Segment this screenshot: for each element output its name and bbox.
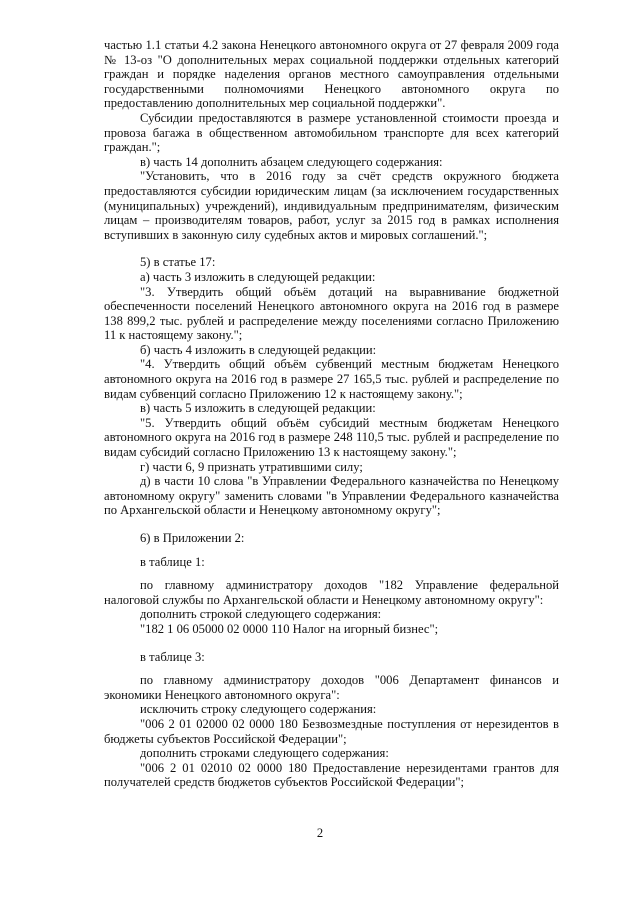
paragraph-row-006-02000: "006 2 01 02000 02 0000 180 Безвозмездные поступления от нерезидентов в бюджеты субъектов Российской Федерации"; <box>104 716 559 746</box>
paragraph-administrator-182: по главному администратору доходов "182 Управление федеральной налоговой службы по Архангельской области и Ненецкому автономному округу": <box>104 578 559 607</box>
paragraph-table-1-heading: в таблице 1: <box>140 554 205 569</box>
paragraph-parts-6-9-repeal: г) части 6, 9 признать утратившими силу; <box>140 459 363 474</box>
paragraph-part-3-text: "3. Утвердить общий объём дотаций на выравнивание бюджетной обеспеченности поселений Ненецкого автономного округа на 2016 год в размере 138 899,2 тыс. рублей и распределение между поселениями согласно Приложению 11 к настоящему закону."; <box>104 284 559 343</box>
paragraph-part-4-intro: б) часть 4 изложить в следующей редакции: <box>140 342 377 357</box>
paragraph-appendix-2-heading: 6) в Приложении 2: <box>140 531 245 545</box>
paragraph-table-3-heading: в таблице 3: <box>140 649 205 664</box>
paragraph-exclude-row-intro: исключить строку следующего содержания: <box>140 702 377 717</box>
paragraph-article-17-heading: 5) в статье 17: <box>140 255 216 270</box>
page-number: 2 <box>316 826 324 840</box>
paragraph-part-3-intro: а) часть 3 изложить в следующей редакции: <box>140 269 376 284</box>
document-body <box>104 38 559 790</box>
paragraph-row-182: "182 1 06 05000 02 0000 110 Налог на игорный бизнес"; <box>140 621 439 636</box>
paragraph-law-reference: частью 1.1 статьи 4.2 закона Ненецкого автономного округа от 27 февраля 2009 года № 13-оз "О дополнительных мерах социальной поддержки отдельных категорий граждан и порядке наделения органов местного самоуправления отдельными государственными полномочиями Ненецкого автономного округа по предоставлению дополнительных мер социальной поддержки". <box>104 38 559 111</box>
paragraph-part-14-intro: в) часть 14 дополнить абзацем следующего содержания: <box>140 154 443 169</box>
paragraph-part-5-intro: в) часть 5 изложить в следующей редакции: <box>140 401 376 416</box>
paragraph-row-006-02010: "006 2 01 02010 02 0000 180 Предоставление нерезидентами грантов для получателей средств бюджетов субъектов Российской Федерации"; <box>104 760 559 790</box>
paragraph-subsidy-amount: Субсидии предоставляются в размере установленной стоимости проезда и провоза багажа в общественном автомобильном транспорте для всех категорий граждан."; <box>104 110 559 155</box>
paragraph-part-14-text: "Установить, что в 2016 году за счёт средств окружного бюджета предоставляются субсидии юридическим лицам (за исключением государственных (муниципальных) учреждений), индивидуальным предпринимателям, физическим лицам – производителям товаров, работ, услуг за 2015 год в рамках исполнения вступивших в законную силу судебных актов и мировых соглашений."; <box>104 169 559 242</box>
paragraph-part-4-text: "4. Утвердить общий объём субвенций местным бюджетам Ненецкого автономного округа на 2016 год в размере 27 165,5 тыс. рублей и распределение по видам субвенций согласно Приложению 12 к настоящему закону."; <box>104 357 559 401</box>
paragraph-administrator-006: по главному администратору доходов "006 Департамент финансов и экономики Ненецкого автономного округа": <box>104 673 559 702</box>
paragraph-part-10-replace: д) в части 10 слова "в Управлении Федерального казначейства по Ненецкому автономному округу" заменить словами "в Управлении Федерального казначейства по Архангельской области и Ненецкому автономному округу"; <box>104 474 559 518</box>
paragraph-part-5-text: "5. Утвердить общий объём субсидий местным бюджетам Ненецкого автономного округа на 2016 год в размере 248 110,5 тыс. рублей и распределение по видам субсидий согласно Приложению 13 к настоящему закону."; <box>104 415 559 460</box>
paragraph-add-rows-intro: дополнить строками следующего содержания: <box>140 746 389 761</box>
paragraph-add-row-intro: дополнить строкой следующего содержания: <box>140 607 382 622</box>
